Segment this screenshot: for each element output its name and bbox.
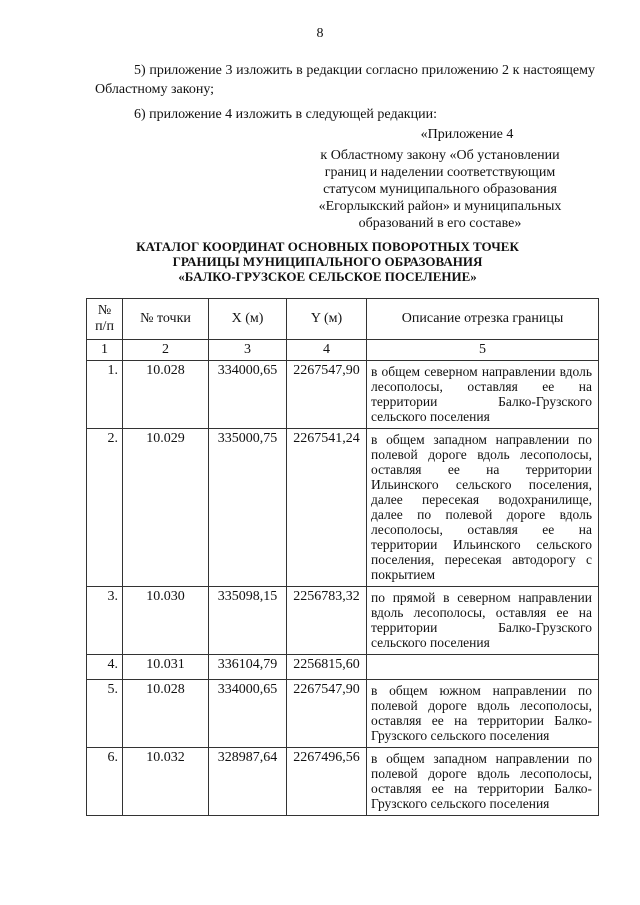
column-number: 2 <box>123 340 209 361</box>
column-numbers-row <box>87 340 599 361</box>
segment-description: по прямой в северном направлении вдоль лесополосы, оставляя ее на территории Балко-Грузского сельского поселения <box>367 587 599 655</box>
table-header-row <box>87 299 599 340</box>
y-coordinate: 2267496,56 <box>287 748 367 816</box>
header-num-line1: № <box>97 303 112 318</box>
point-id: 10.028 <box>123 680 209 748</box>
appendix-line: образований в его составе» <box>358 216 522 231</box>
y-coordinate: 2256815,60 <box>287 655 367 680</box>
x-coordinate: 334000,65 <box>209 361 287 429</box>
appendix-line: статусом муниципального образования <box>323 182 557 197</box>
row-number: 3. <box>87 587 123 655</box>
column-number: 5 <box>367 340 599 361</box>
x-coordinate: 334000,65 <box>209 680 287 748</box>
segment-description: в общем западном направлении по полевой дороге вдоль лесополосы, оставляя ее на территории Ильинского сельского поселения, далее пересекая водохранилище, далее по полевой дороге вдоль лесополосы, оставляя ее на территории Ильинского сельского поселения, пересекая автодорогу с покрытием <box>367 429 599 587</box>
row-number: 5. <box>87 680 123 748</box>
table-row <box>87 429 599 587</box>
appendix-title: «Приложение 4 <box>420 127 514 142</box>
point-id: 10.029 <box>123 429 209 587</box>
header-x: X (м) <box>209 299 287 340</box>
row-number: 1. <box>87 361 123 429</box>
header-description: Описание отрезка границы <box>367 299 599 340</box>
paragraph-item-6: 6) приложение 4 изложить в следующей редакции: <box>134 107 437 122</box>
x-coordinate: 335098,15 <box>209 587 287 655</box>
point-id: 10.030 <box>123 587 209 655</box>
column-number: 4 <box>287 340 367 361</box>
y-coordinate: 2267547,90 <box>287 680 367 748</box>
segment-description <box>367 655 599 680</box>
header-y: Y (м) <box>287 299 367 340</box>
header-point: № точки <box>123 299 209 340</box>
y-coordinate: 2267547,90 <box>287 361 367 429</box>
catalog-title-line: ГРАНИЦЫ МУНИЦИПАЛЬНОГО ОБРАЗОВАНИЯ <box>172 254 483 269</box>
table-row <box>87 748 599 816</box>
column-number: 1 <box>87 340 123 361</box>
catalog-title-line: «БАЛКО-ГРУЗСКОЕ СЕЛЬСКОЕ ПОСЕЛЕНИЕ» <box>178 269 477 284</box>
coordinates-table <box>86 298 599 816</box>
point-id: 10.028 <box>123 361 209 429</box>
page-number: 8 <box>316 26 324 41</box>
row-number: 6. <box>87 748 123 816</box>
table-row <box>87 587 599 655</box>
header-num-line2: п/п <box>95 319 114 334</box>
table-row <box>87 361 599 429</box>
x-coordinate: 336104,79 <box>209 655 287 680</box>
y-coordinate: 2267541,24 <box>287 429 367 587</box>
paragraph-item-5: 5) приложение 3 изложить в редакции согласно приложению 2 к настоящему Областному закону; <box>95 63 595 97</box>
catalog-title <box>110 239 545 284</box>
row-number: 2. <box>87 429 123 587</box>
point-id: 10.032 <box>123 748 209 816</box>
header-row-number <box>87 299 123 340</box>
column-number: 3 <box>209 340 287 361</box>
x-coordinate: 328987,64 <box>209 748 287 816</box>
appendix-reference <box>300 147 580 232</box>
appendix-line: границ и наделении соответствующим <box>324 165 556 180</box>
row-number: 4. <box>87 655 123 680</box>
x-coordinate: 335000,75 <box>209 429 287 587</box>
segment-description: в общем северном направлении вдоль лесополосы, оставляя ее на территории Балко-Грузского сельского поселения <box>367 361 599 429</box>
appendix-line: к Областному закону «Об установлении <box>320 148 560 163</box>
segment-description: в общем южном направлении по полевой дороге вдоль лесополосы, оставляя ее на территории Балко-Грузского сельского поселения <box>367 680 599 748</box>
y-coordinate: 2256783,32 <box>287 587 367 655</box>
catalog-title-line: КАТАЛОГ КООРДИНАТ ОСНОВНЫХ ПОВОРОТНЫХ ТОЧЕК <box>136 239 519 254</box>
appendix-line: «Егорлыкский район» и муниципальных <box>318 199 562 214</box>
table-row <box>87 680 599 748</box>
segment-description: в общем западном направлении по полевой дороге вдоль лесополосы, оставляя ее на территории Балко-Грузского сельского поселения <box>367 748 599 816</box>
point-id: 10.031 <box>123 655 209 680</box>
table-row <box>87 655 599 680</box>
